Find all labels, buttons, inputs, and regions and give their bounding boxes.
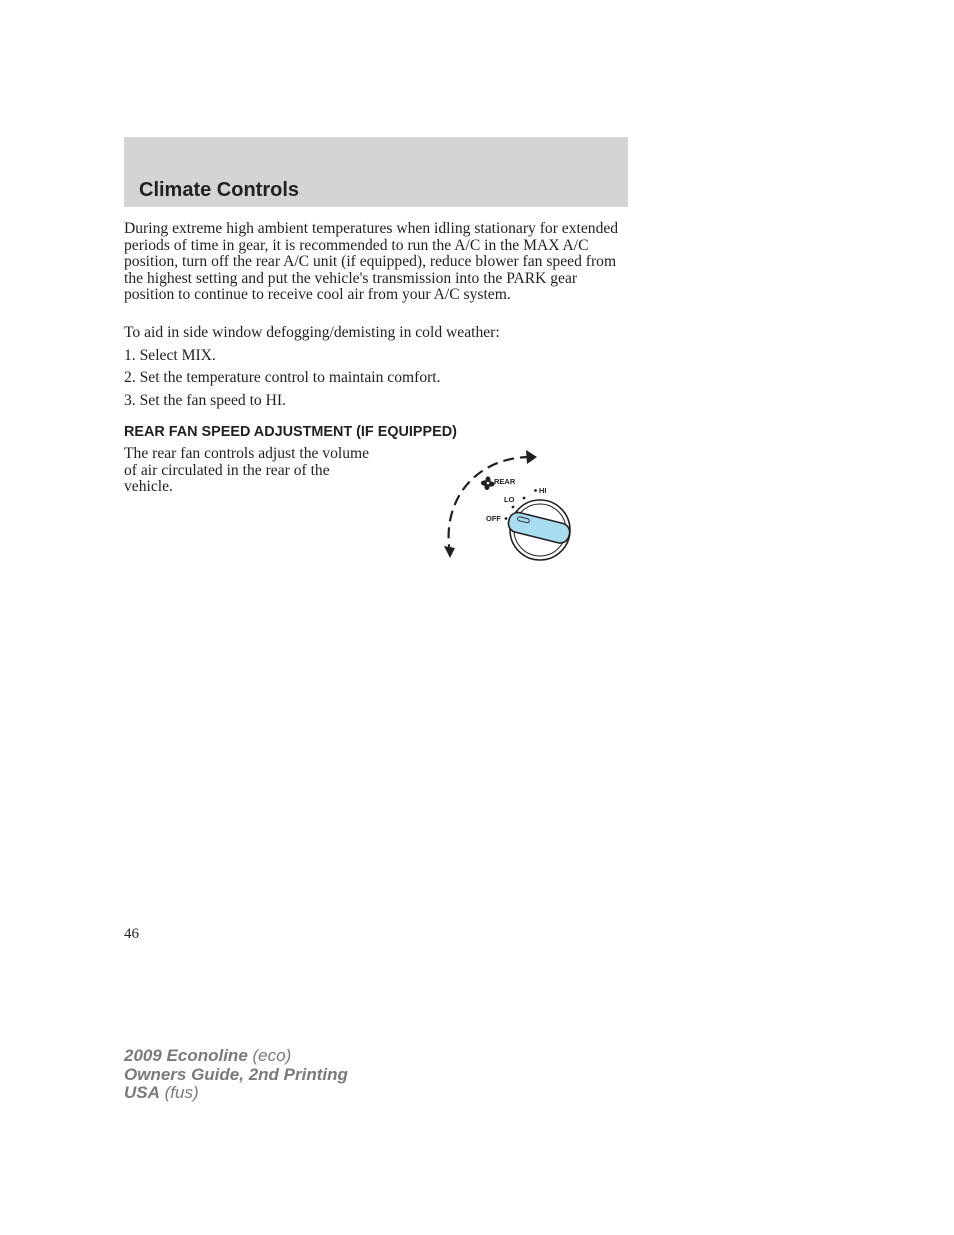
footer-model-code: (eco) [252,1046,292,1065]
arrowhead-right-icon [526,450,537,464]
footer-edition: Owners Guide, 2nd Printing [124,1064,348,1084]
step-item: 1. Select MIX. [124,347,216,364]
position-dot-lo [512,506,515,509]
label-off: OFF [486,514,501,523]
position-dot-mid [523,497,526,500]
subheading-rear-fan: REAR FAN SPEED ADJUSTMENT (IF EQUIPPED) [124,424,457,440]
arrowhead-down-icon [444,546,455,558]
paragraph-defogging-intro: To aid in side window defogging/demisting in cold weather: [124,324,500,341]
label-lo: LO [504,495,515,504]
footer-market: USA [124,1083,160,1102]
page-number: 46 [124,926,139,942]
rear-fan-control-illustration [436,445,576,563]
label-rear: REAR [494,477,516,486]
footer-line-market [124,1084,348,1103]
paragraph-rear-fan: The rear fan controls adjust the volume of air circulated in the rear of the vehicle. [124,445,370,496]
label-hi: HI [539,486,547,495]
footer-line-edition [124,1066,348,1085]
fan-icon [481,476,495,490]
footer-model: 2009 Econoline [124,1046,248,1065]
step-item: 3. Set the fan speed to HI. [124,392,286,409]
footer-line-model [124,1047,348,1066]
position-dot-off [505,517,508,520]
section-header [124,137,628,207]
section-title: Climate Controls [139,179,300,201]
position-dot-hi [534,489,537,492]
paragraph-hot-weather-idling: During extreme high ambient temperatures when idling stationary for extended periods of time in gear, it is recommended to run the A/C in the MAX A/C position, turn off the rear A/C unit (if equipped), reduce blower fan speed from the highest setting and put the vehicle's transmission into the PARK gear position to continue to receive cool air from your A/C system. [124,220,619,304]
fan-speed-knob [507,500,572,560]
step-item: 2. Set the temperature control to maintain comfort. [124,369,441,386]
footer-publication-info [124,1047,348,1103]
footer-market-code: (fus) [164,1083,199,1102]
